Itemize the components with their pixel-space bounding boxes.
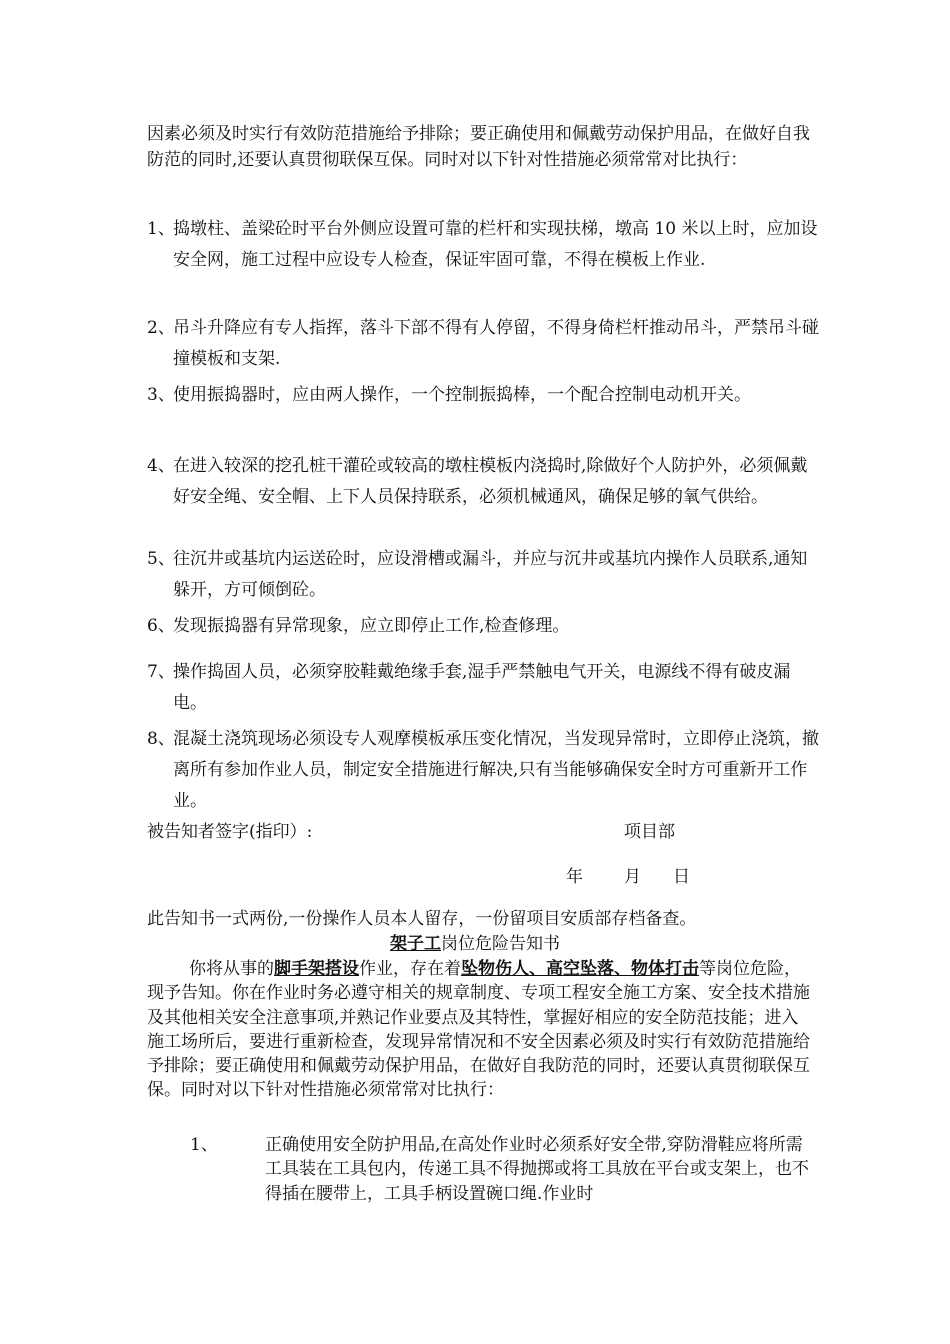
- list-item-number: 5、: [147, 549, 175, 569]
- list-item-text: 操作捣固人员，必须穿胶鞋戴绝缘手套,湿手严禁触电气开关，电源线不得有破皮漏电。: [173, 662, 791, 713]
- notice-body: [147, 957, 810, 1103]
- list-item-number: 2、: [147, 318, 175, 338]
- notice-title: [0, 932, 950, 956]
- list-item-number: 7、: [147, 662, 175, 682]
- list-item: [147, 214, 822, 276]
- list-item: [147, 380, 822, 411]
- list-item: [147, 313, 822, 375]
- list-item-text: 混凝土浇筑现场必须设专人观摩模板承压变化情况，当发现异常时，立即停止浇筑，撤离所有参加作业人员，制定安全措施进行解决,只有当能够确保安全时方可重新开工作业。: [173, 729, 819, 811]
- date-month-label: 月: [624, 867, 641, 887]
- list-item: [147, 544, 822, 606]
- footer-note: 此告知书一式两份,一份操作人员本人留存，一份留项目安质部存档备查。: [147, 909, 697, 929]
- title-job: 架子工: [390, 934, 441, 954]
- list-item-number: 8、: [147, 729, 175, 749]
- list-item-text: 在进入较深的挖孔桩干灌砼或较高的墩柱模板内浇捣时,除做好个人防护外，必须佩戴好安全绳、安全帽、上下人员保持联系，必须机械通风，确保足够的氧气供给。: [173, 456, 808, 507]
- list-item-number: 4、: [147, 456, 175, 476]
- list-item-number: 1、: [190, 1135, 218, 1155]
- date-day-label: 日: [673, 867, 690, 887]
- list-item-text: 发现振捣器有异常现象，应立即停止工作,检查修理。: [173, 616, 570, 636]
- intro-paragraph: 因素必须及时实行有效防范措施给予排除；要正确使用和佩戴劳动保护用品，在做好自我防范的同时,还要认真贯彻联保互保。同时对以下针对性措施必须常常对比执行：: [147, 124, 810, 170]
- signature-label: 被告知者签字(指印）:: [147, 822, 313, 842]
- job-underlined: 脚手架搭设: [274, 959, 359, 979]
- list-item-number: 3、: [147, 385, 175, 405]
- list-item-text: 往沉井或基坑内运送砼时，应设滑槽或漏斗，并应与沉井或基坑内操作人员联系,通知躲开，方可倾倒砼。: [173, 549, 808, 600]
- list-item: [190, 1133, 810, 1206]
- department-label: 项目部: [624, 822, 675, 842]
- risks-underlined: 坠物伤人、高空坠落、物体打击: [461, 959, 699, 979]
- list-item: [147, 451, 822, 513]
- date-year-label: 年: [566, 867, 583, 887]
- list-item-text: 吊斗升降应有专人指挥，落斗下部不得有人停留，不得身倚栏杆推动吊斗，严禁吊斗碰撞模板和支架.: [173, 318, 819, 369]
- list-item-text: 使用振捣器时，应由两人操作，一个控制振捣棒，一个配合控制电动机开关。: [173, 385, 751, 405]
- list-item-number: 6、: [147, 616, 175, 636]
- list-item: [147, 611, 822, 642]
- body-text-c: 等岗位危险，现予告知。你在作业时务必遵守相关的规章制度、专项工程安全施工方案、安全技术措施及其他相关安全注意事项,并熟记作业要点及其特性，掌握好相应的安全防范技能；进入施工场所后，要进行重新检查，发现异常情况和不安全因素必须及时实行有效防范措施给予排除；要正确使用和佩戴劳动保护用品，在做好自我防范的同时，还要认真贯彻联保互保。同时对以下针对性措施必须常常对比执行：: [147, 959, 810, 1101]
- list-item: [147, 657, 822, 719]
- list-item-text: 捣墩柱、盖梁砼时平台外侧应设置可靠的栏杆和实现扶梯，墩高 10 米以上时，应加设安全网，施工过程中应设专人检查，保证牢固可靠，不得在模板上作业.: [173, 219, 818, 270]
- list-item-text: 正确使用安全防护用品,在高处作业时必须系好安全带,穿防滑鞋应将所需工具装在工具包内，传递工具不得抛掷或将工具放在平台或支架上，也不得插在腰带上，工具手柄设置碗口绳.作业时: [265, 1135, 809, 1204]
- body-text-b: 作业，存在着: [359, 959, 461, 979]
- body-text-a: 你将从事的: [189, 959, 274, 979]
- list-item: [147, 724, 822, 817]
- title-rest: 岗位危险告知书: [441, 934, 560, 954]
- list-item-number: 1、: [147, 219, 175, 239]
